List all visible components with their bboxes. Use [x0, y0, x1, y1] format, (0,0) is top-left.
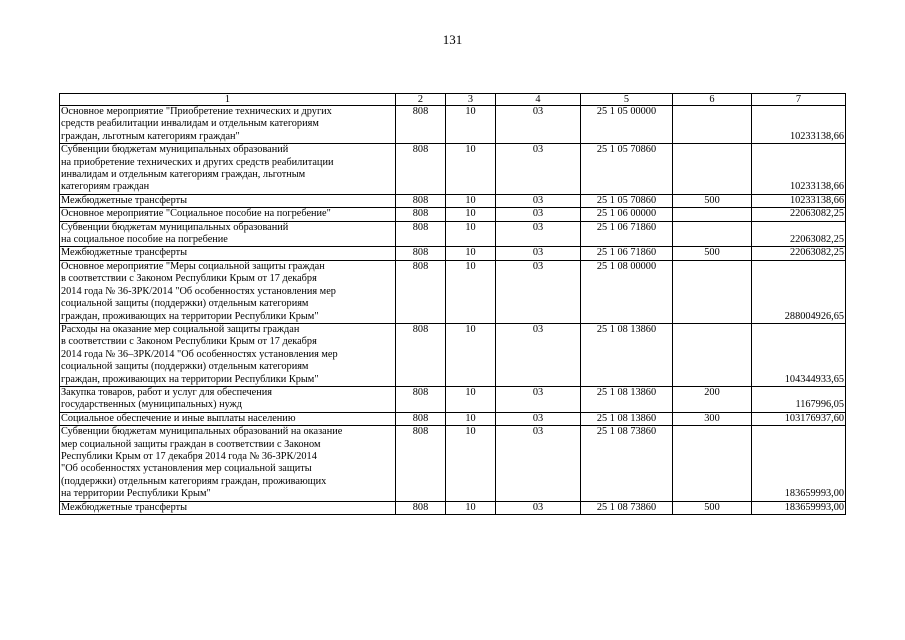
target-article-cell: 25 1 08 13860 [581, 323, 673, 386]
admin-code-cell: 808 [396, 501, 446, 514]
expense-type-cell [673, 106, 752, 144]
table-row [60, 247, 846, 260]
amount-cell: 10233138,66 [752, 144, 846, 195]
column-header: 7 [752, 94, 846, 106]
expense-type-cell [673, 144, 752, 195]
budget-table [59, 93, 846, 515]
target-article-cell: 25 1 08 73860 [581, 426, 673, 501]
section-cell: 10 [446, 247, 496, 260]
target-article-cell: 25 1 08 13860 [581, 412, 673, 425]
description-cell: Субвенции бюджетам муниципальных образований на социальное пособие на погребение [60, 221, 396, 247]
subsection-cell: 03 [496, 208, 581, 221]
column-header: 2 [396, 94, 446, 106]
target-article-cell: 25 1 05 70860 [581, 194, 673, 207]
expense-type-cell [673, 323, 752, 386]
table-row [60, 194, 846, 207]
amount-cell: 104344933,65 [752, 323, 846, 386]
expense-type-cell: 300 [673, 412, 752, 425]
column-header: 5 [581, 94, 673, 106]
description-cell: Субвенции бюджетам муниципальных образований на оказание мер социальной защиты граждан в соответствии с Законом Республики Крым от 17 декабря 2014 года № 36-ЗРК/2014 "Об особенностях установления мер социальной защиты (поддержки) отдельным категориям граждан, проживающих на территории Республики Крым" [60, 426, 396, 501]
section-cell: 10 [446, 221, 496, 247]
admin-code-cell: 808 [396, 208, 446, 221]
section-cell: 10 [446, 412, 496, 425]
amount-cell: 183659993,00 [752, 501, 846, 514]
amount-cell: 10233138,66 [752, 194, 846, 207]
admin-code-cell: 808 [396, 386, 446, 412]
admin-code-cell: 808 [396, 106, 446, 144]
table-row [60, 501, 846, 514]
target-article-cell: 25 1 06 71860 [581, 247, 673, 260]
table-row [60, 412, 846, 425]
description-cell: Межбюджетные трансферты [60, 194, 396, 207]
table-row [60, 386, 846, 412]
table-row [60, 208, 846, 221]
subsection-cell: 03 [496, 106, 581, 144]
column-header: 4 [496, 94, 581, 106]
expense-type-cell: 500 [673, 247, 752, 260]
table-row [60, 426, 846, 501]
table-row [60, 323, 846, 386]
amount-cell: 1167996,05 [752, 386, 846, 412]
section-cell: 10 [446, 323, 496, 386]
admin-code-cell: 808 [396, 412, 446, 425]
target-article-cell: 25 1 06 00000 [581, 208, 673, 221]
subsection-cell: 03 [496, 247, 581, 260]
description-cell: Основное мероприятие "Меры социальной защиты граждан в соответствии с Законом Республики Крым от 17 декабря 2014 года № 36-ЗРК/2014 "Об особенностях установления мер социальной защиты (поддержки) отдельным категориям граждан, проживающих на территории Республики Крым" [60, 260, 396, 323]
section-cell: 10 [446, 106, 496, 144]
section-cell: 10 [446, 208, 496, 221]
subsection-cell: 03 [496, 412, 581, 425]
admin-code-cell: 808 [396, 426, 446, 501]
amount-cell: 103176937,60 [752, 412, 846, 425]
description-cell: Межбюджетные трансферты [60, 501, 396, 514]
page-number: 131 [442, 32, 463, 47]
subsection-cell: 03 [496, 386, 581, 412]
subsection-cell: 03 [496, 426, 581, 501]
header-row [60, 94, 846, 106]
section-cell: 10 [446, 426, 496, 501]
target-article-cell: 25 1 08 73860 [581, 501, 673, 514]
admin-code-cell: 808 [396, 221, 446, 247]
target-article-cell: 25 1 08 00000 [581, 260, 673, 323]
subsection-cell: 03 [496, 501, 581, 514]
amount-cell: 22063082,25 [752, 221, 846, 247]
admin-code-cell: 808 [396, 247, 446, 260]
expense-type-cell [673, 221, 752, 247]
table-row [60, 144, 846, 195]
description-cell: Закупка товаров, работ и услуг для обеспечения государственных (муниципальных) нужд [60, 386, 396, 412]
amount-cell: 22063082,25 [752, 247, 846, 260]
column-header: 6 [673, 94, 752, 106]
table-row [60, 221, 846, 247]
target-article-cell: 25 1 06 71860 [581, 221, 673, 247]
amount-cell: 288004926,65 [752, 260, 846, 323]
description-cell: Основное мероприятие "Приобретение технических и других средств реабилитации инвалидам и отдельным категориям граждан, льготным категориям граждан" [60, 106, 396, 144]
expense-type-cell: 200 [673, 386, 752, 412]
expense-type-cell: 500 [673, 501, 752, 514]
target-article-cell: 25 1 05 00000 [581, 106, 673, 144]
section-cell: 10 [446, 194, 496, 207]
description-cell: Социальное обеспечение и иные выплаты населению [60, 412, 396, 425]
expense-type-cell: 500 [673, 194, 752, 207]
column-header: 3 [446, 94, 496, 106]
target-article-cell: 25 1 05 70860 [581, 144, 673, 195]
subsection-cell: 03 [496, 323, 581, 386]
description-cell: Субвенции бюджетам муниципальных образований на приобретение технических и других средств реабилитации инвалидам и отдельным категориям граждан, льготным категориям граждан [60, 144, 396, 195]
admin-code-cell: 808 [396, 194, 446, 207]
admin-code-cell: 808 [396, 144, 446, 195]
subsection-cell: 03 [496, 194, 581, 207]
section-cell: 10 [446, 501, 496, 514]
section-cell: 10 [446, 260, 496, 323]
description-cell: Межбюджетные трансферты [60, 247, 396, 260]
subsection-cell: 03 [496, 144, 581, 195]
description-cell: Основное мероприятие "Социальное пособие на погребение" [60, 208, 396, 221]
admin-code-cell: 808 [396, 323, 446, 386]
expense-type-cell [673, 208, 752, 221]
amount-cell: 22063082,25 [752, 208, 846, 221]
target-article-cell: 25 1 08 13860 [581, 386, 673, 412]
amount-cell: 10233138,66 [752, 106, 846, 144]
table-row [60, 106, 846, 144]
expense-type-cell [673, 426, 752, 501]
admin-code-cell: 808 [396, 260, 446, 323]
expense-type-cell [673, 260, 752, 323]
section-cell: 10 [446, 144, 496, 195]
description-cell: Расходы на оказание мер социальной защиты граждан в соответствии с Законом Республики Крым от 17 декабря 2014 года № 36–ЗРК/2014 "Об особенностях установления мер социальной защиты (поддержки) отдельным категориям граждан, проживающих на территории Республики Крым" [60, 323, 396, 386]
table-row [60, 260, 846, 323]
column-header: 1 [60, 94, 396, 106]
subsection-cell: 03 [496, 260, 581, 323]
subsection-cell: 03 [496, 221, 581, 247]
section-cell: 10 [446, 386, 496, 412]
amount-cell: 183659993,00 [752, 426, 846, 501]
